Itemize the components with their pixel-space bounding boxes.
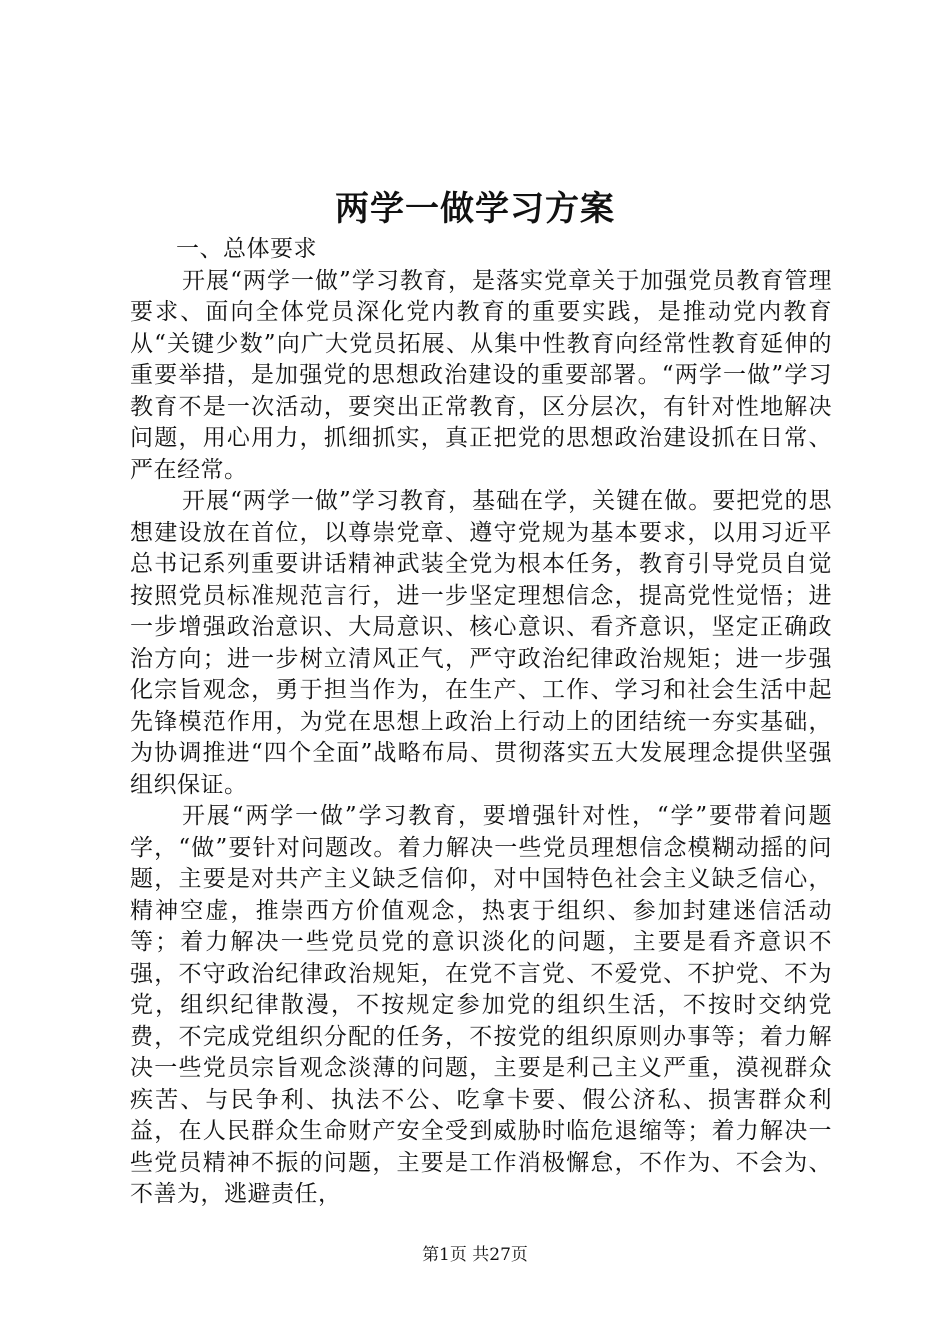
paragraph-1: 开展“两学一做”学习教育，是落实党章关于加强党员教育管理要求、面向全体党员深化党内教育的重要实践，是推动党内教育从“关键少数”向广大党员拓展、从集中性教育向经常性教育延伸的重要举措，是加强党的思想政治建设的重要部署。“两学一做”学习教育不是一次活动，要突出正常教育，区分层次，有针对性地解决问题，用心用力，抓细抓实，真正把党的思想政治建设抓在日常、严在经常。 — [130, 267, 832, 483]
document-title: 两学一做学习方案 — [335, 189, 615, 229]
document-body — [130, 234, 832, 1211]
paragraph-3: 开展“两学一做”学习教育，要增强针对性，“学”要带着问题学，“做”要针对问题改。着力解决一些党员理想信念模糊动摇的问题，主要是对共产主义缺乏信仰，对中国特色社会主义缺乏信心，精神空虚，推崇西方价值观念，热衷于组织、参加封建迷信活动等；着力解决一些党员党的意识淡化的问题，主要是看齐意识不强，不守政治纪律政治规矩，在党不言党、不爱党、不护党、不为党，组织纪律散漫，不按规定参加党的组织生活，不按时交纳党费，不完成党组织分配的任务，不按党的组织原则办事等；着力解决一些党员宗旨观念淡薄的问题，主要是利己主义严重，漠视群众疾苦、与民争利、执法不公、吃拿卡要、假公济私、损害群众利益，在人民群众生命财产安全受到威胁时临危退缩等；着力解决一些党员精神不振的问题，主要是工作消极懈怠，不作为、不会为、不善为，逃避责任， — [130, 803, 832, 1207]
section-heading: 一、总体要求 — [176, 236, 317, 262]
page-footer — [0, 1243, 950, 1267]
page-number-label: 第1页 共27页 — [422, 1245, 528, 1265]
paragraph-2: 开展“两学一做”学习教育，基础在学，关键在做。要把党的思想建设放在首位，以尊崇党章、遵守党规为基本要求，以用习近平总书记系列重要讲话精神武装全党为根本任务，教育引导党员自觉按照党员标准规范言行，进一步坚定理想信念，提高党性觉悟；进一步增强政治意识、大局意识、核心意识、看齐意识，坚定正确政治方向；进一步树立清风正气，严守政治纪律政治规矩；进一步强化宗旨观念，勇于担当作为，在生产、工作、学习和社会生活中起先锋模范作用，为党在思想上政治上行动上的团结统一夯实基础，为协调推进“四个全面”战略布局、贯彻落实五大发展理念提供坚强组织保证。 — [130, 488, 832, 798]
